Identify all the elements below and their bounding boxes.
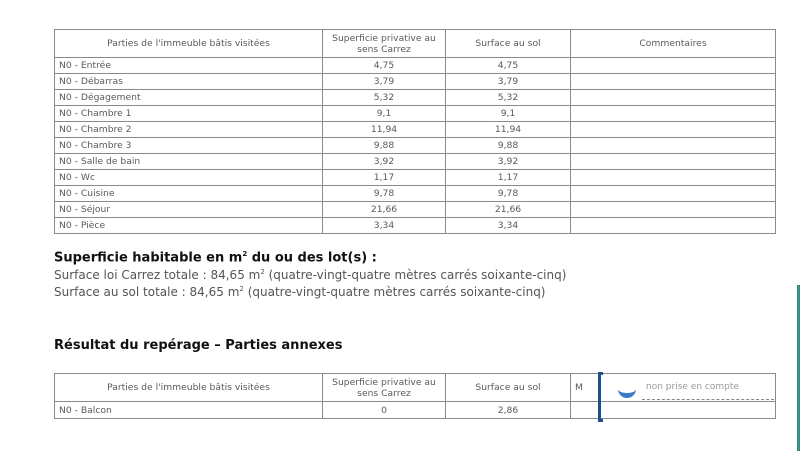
annexes-table [54,373,776,419]
cell-comment [571,202,776,218]
cell-carrez: 0 [323,402,446,419]
header-comments: Commentaires [571,30,776,58]
table-row [55,218,776,234]
cell-comment [571,218,776,234]
table-row [55,58,776,74]
cell-part: N0 - Entrée [55,58,323,74]
header-carrez: Superficie privative au sens Carrez [323,374,446,402]
cell-part: N0 - Pièce [55,218,323,234]
cell-part: N0 - Chambre 2 [55,122,323,138]
sol-total-line: Surface au sol totale : 84,65 $m^2$ (quatre-vingt-quatre mètres carrés soixante-cinq) [54,285,546,299]
header-parts: Parties de l'immeuble bâtis visitées [55,374,323,402]
cell-carrez: 3,79 [323,74,446,90]
table-row [55,402,776,419]
cell-sol: 21,66 [446,202,571,218]
surface-table [54,29,776,234]
cell-carrez: 5,32 [323,90,446,106]
cell-carrez: 9,88 [323,138,446,154]
cell-carrez: 3,92 [323,154,446,170]
carrez-total-line: Surface loi Carrez totale : 84,65 $m^2$ (quatre-vingt-quatre mètres carrés soixante-cinq) [54,268,567,282]
cell-part: N0 - Séjour [55,202,323,218]
cell-comment [571,402,776,419]
header-parts: Parties de l'immeuble bâtis visitées [55,30,323,58]
cell-sol: 9,1 [446,106,571,122]
cell-sol: 3,34 [446,218,571,234]
table-row [55,106,776,122]
cell-sol: 3,79 [446,74,571,90]
cell-comment [571,90,776,106]
cell-part: N0 - Wc [55,170,323,186]
cell-comment [571,106,776,122]
cell-comment [571,74,776,90]
cell-sol: 9,88 [446,138,571,154]
cell-carrez: 1,17 [323,170,446,186]
table-header-row [55,374,776,402]
cell-sol: 5,32 [446,90,571,106]
table-header-row [55,30,776,58]
cell-sol: 9,78 [446,186,571,202]
cell-carrez: 11,94 [323,122,446,138]
cell-carrez: 9,1 [323,106,446,122]
table-row [55,154,776,170]
table-row [55,170,776,186]
cell-carrez: 9,78 [323,186,446,202]
cell-carrez: 4,75 [323,58,446,74]
annexes-title: Résultat du repérage – Parties annexes [54,338,343,353]
cell-carrez: 3,34 [323,218,446,234]
cell-comment [571,138,776,154]
table-row [55,90,776,106]
cell-sol: 1,17 [446,170,571,186]
header-sol: Surface au sol [446,374,571,402]
cell-comment [571,170,776,186]
cell-comment [571,186,776,202]
cell-part: N0 - Chambre 3 [55,138,323,154]
cell-sol: 4,75 [446,58,571,74]
cell-sol: 11,94 [446,122,571,138]
habitable-surface-title: Superficie habitable en $m^2$ du ou des lot(s) : [54,250,377,266]
cell-part: N0 - Salle de bain [55,154,323,170]
table-row [55,74,776,90]
cell-comment [571,58,776,74]
cell-part: N0 - Chambre 1 [55,106,323,122]
header-carrez: Superficie privative au sens Carrez [323,30,446,58]
table-row [55,138,776,154]
cell-part: N0 - Débarras [55,74,323,90]
header-comments: M [571,374,776,402]
cell-comment [571,122,776,138]
cell-part: N0 - Balcon [55,402,323,419]
cell-comment [571,154,776,170]
cell-sol: 2,86 [446,402,571,419]
cell-part: N0 - Dégagement [55,90,323,106]
overlay-text: non prise en compte [646,382,739,392]
header-sol: Surface au sol [446,30,571,58]
table-row [55,186,776,202]
cell-carrez: 21,66 [323,202,446,218]
table-row [55,202,776,218]
cell-sol: 3,92 [446,154,571,170]
table-row [55,122,776,138]
cell-part: N0 - Cuisine [55,186,323,202]
